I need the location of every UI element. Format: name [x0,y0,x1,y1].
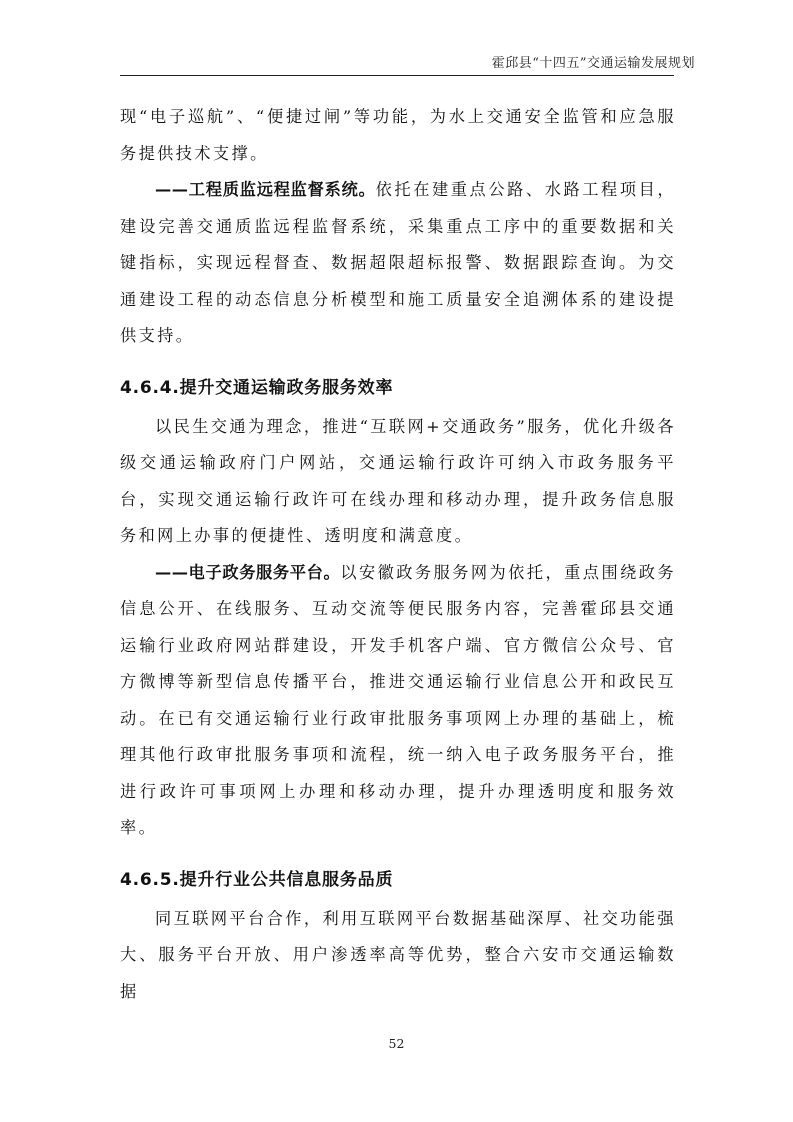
paragraph-quality-supervision [120,172,676,355]
page-number: 52 [388,1036,405,1051]
header-rule [120,75,674,76]
paragraph-e-gov-platform [120,555,676,847]
paragraph-body: 以安徽政务服务网为依托，重点围绕政务信息公开、在线服务、互动交流等便民服务内容，完善霍邱县交通运输行业政府网站群建设，开发手机客户端、官方微信公众号、官方微博等新型信息传播平台，推进交通运输行业信息公开和政民互动。在已有交通运输行业行政审批服务事项网上办理的基础上，梳理其他行政审批服务事项和流程，统一纳入电子政务服务平台，推进行政许可事项网上办理和移动办理，提升办理透明度和服务效率。 [120,562,676,837]
section-heading-4-6-5: 4.6.5.提升行业公共信息服务品质 [120,869,394,890]
paragraph-body: 依托在建重点公路、水路工程项目，建设完善交通质监远程监督系统，采集重点工序中的重要数据和关键指标，实现远程督查、数据超限超标报警、数据跟踪查询。为交通建设工程的动态信息分析模型和施工质量安全追溯体系的建设提供支持。 [120,180,676,345]
paragraph-public-info-service: 同互联网平台合作，利用互联网平台数据基础深厚、社交功能强大、服务平台开放、用户渗透率高等优势，整合六安市交通运输数据 [120,908,676,1001]
page-content [120,99,676,1010]
section-heading-4-6-4: 4.6.4.提升交通运输政务服务效率 [120,377,394,398]
paragraph-gov-service-intro: 以民生交通为理念，推进“互联网+交通政务”服务，优化升级各级交通运输政府门户网站，交通运输行政许可纳入市政务服务平台，实现交通运输行政许可在线办理和移动办理，提升政务信息服务和网上办事的便捷性、透明度和满意度。 [120,416,676,545]
page-header-title: 霍邱县“十四五”交通运输发展规划 [491,56,695,71]
paragraph-lead: ——工程质监远程监督系统。 [155,180,376,199]
paragraph-lead: ——电子政务服务平台。 [155,562,341,582]
paragraph-water-traffic-continued: 现“电子巡航”、“便捷过闸”等功能，为水上交通安全监管和应急服务提供技术支撑。 [120,107,676,163]
